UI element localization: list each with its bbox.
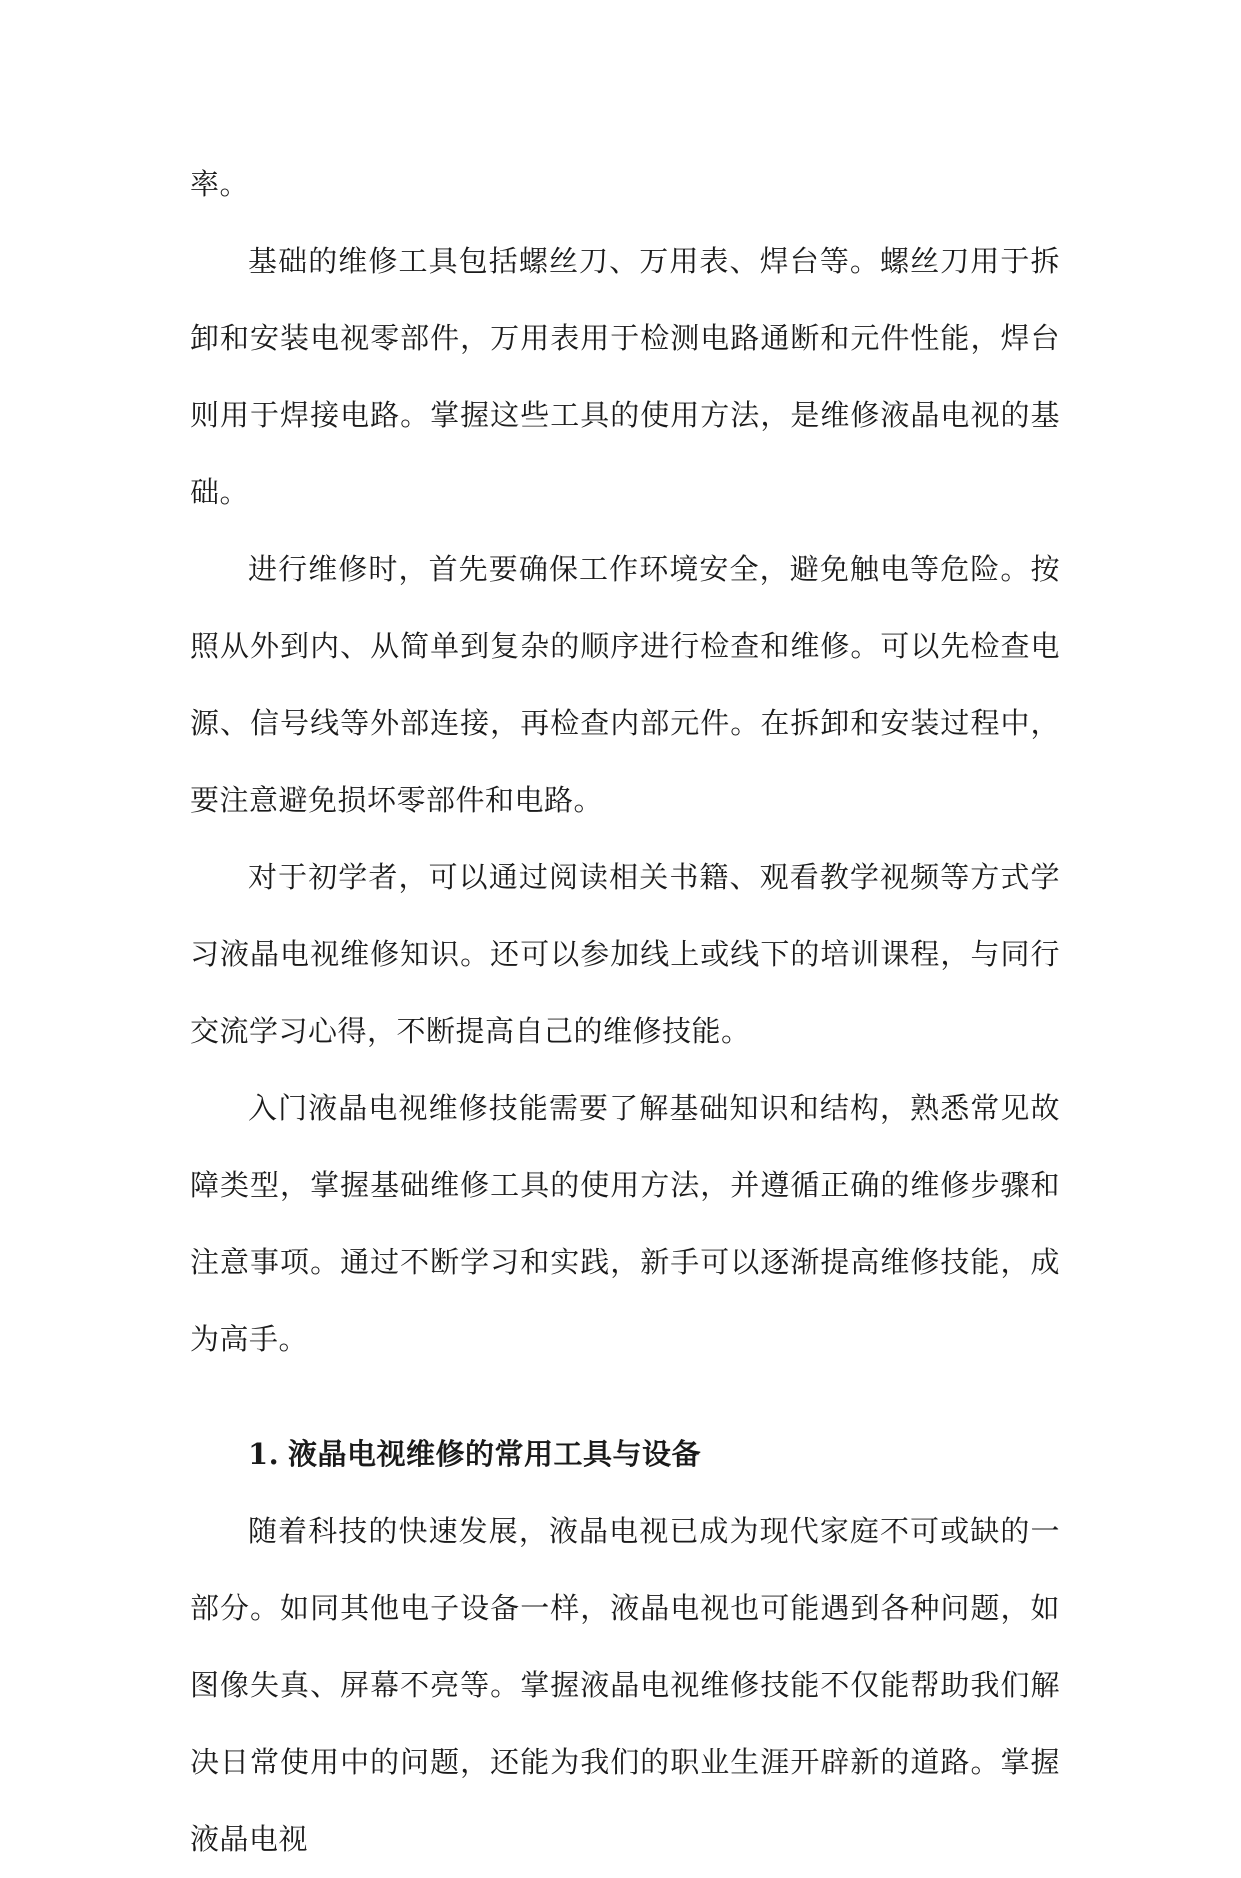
paragraph-repair-tools: 基础的维修工具包括螺丝刀、万用表、焊台等。螺丝刀用于拆卸和安装电视零部件，万用表用于检测电路通断和元件性能，焊台则用于焊接电路。掌握这些工具的使用方法，是维修液晶电视的基础。 [190, 244, 1060, 509]
paragraph-continuation: 率。 [190, 167, 250, 201]
paragraph-section-intro: 随着科技的快速发展，液晶电视已成为现代家庭不可或缺的一部分。如同其他电子设备一样，液晶电视也可能遇到各种问题，如图像失真、屏幕不亮等。掌握液晶电视维修技能不仅能帮助我们解决日常使用中的问题，还能为我们的职业生涯开辟新的道路。掌握液晶电视 [190, 1514, 1060, 1856]
paragraph-beginner-learning: 对于初学者，可以通过阅读相关书籍、观看教学视频等方式学习液晶电视维修知识。还可以参加线上或线下的培训课程，与同行交流学习心得，不断提高自己的维修技能。 [190, 860, 1060, 1048]
section-heading [190, 1416, 1060, 1493]
document-body [190, 146, 1060, 1878]
paragraph-summary: 入门液晶电视维修技能需要了解基础知识和结构，熟悉常见故障类型，掌握基础维修工具的使用方法，并遵循正确的维修步骤和注意事项。通过不断学习和实践，新手可以逐渐提高维修技能，成为高手。 [190, 1091, 1060, 1356]
section-heading-number: 1. [248, 1437, 280, 1471]
section-heading-title: 液晶电视维修的常用工具与设备 [288, 1437, 702, 1471]
paragraph-repair-safety: 进行维修时，首先要确保工作环境安全，避免触电等危险。按照从外到内、从简单到复杂的顺序进行检查和维修。可以先检查电源、信号线等外部连接，再检查内部元件。在拆卸和安装过程中，要注意避免损坏零部件和电路。 [190, 552, 1060, 817]
